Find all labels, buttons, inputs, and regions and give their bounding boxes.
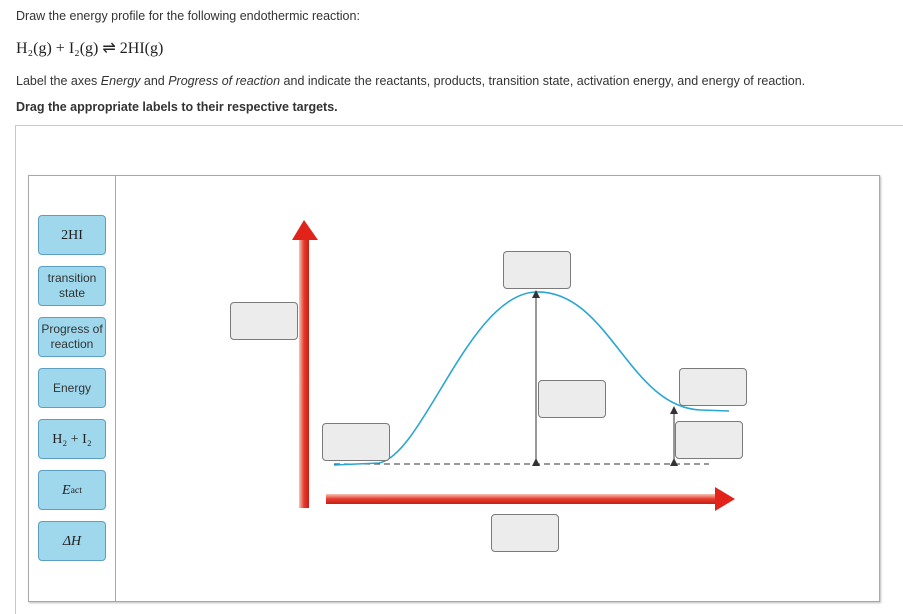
label-transition-state[interactable]: [38, 266, 106, 306]
instruction-line: Draw the energy profile for the following endothermic reaction:: [16, 9, 360, 23]
label-text: [48, 271, 97, 301]
label-reactants[interactable]: H₂ + I₂: [38, 419, 106, 459]
reaction-equation: H₂(g) + I₂(g) ⇌ 2HI(g): [16, 40, 164, 57]
drop-target-progress-axis[interactable]: [491, 514, 559, 552]
label-line: Progress of: [41, 322, 103, 336]
instruction-text-c: and indicate the reactants, products, transition state, activation energy, and energy of reaction.: [280, 74, 806, 88]
label-text: [41, 322, 102, 352]
drop-target-delta-h[interactable]: [675, 421, 743, 459]
drop-target-reactants[interactable]: [322, 423, 390, 461]
progress-axis-shaft: [326, 494, 716, 504]
label-activation-energy[interactable]: [38, 470, 106, 510]
instruction-text-a: Label the axes: [16, 74, 101, 88]
instruction-text-b: and: [140, 74, 169, 88]
instruction-progress: Progress of reaction: [168, 74, 281, 88]
label-bank: [29, 176, 116, 601]
drop-target-energy-axis[interactable]: [230, 302, 298, 340]
progress-axis-arrowhead: [715, 487, 735, 511]
energy-diagram: [29, 176, 879, 601]
drag-drop-workspace: [28, 175, 880, 602]
drop-target-transition-state[interactable]: [503, 251, 571, 289]
label-energy[interactable]: Energy: [38, 368, 106, 408]
drop-target-activation-energy[interactable]: [538, 380, 606, 418]
instruction-detail: [16, 74, 805, 88]
energy-profile-curve: [334, 292, 729, 465]
label-progress-of-reaction[interactable]: [38, 317, 106, 357]
label-delta-h[interactable]: [38, 521, 106, 561]
drag-instruction: Drag the appropriate labels to their respective targets.: [16, 100, 338, 114]
energy-axis-arrowhead: [292, 220, 318, 240]
label-eact-sub: act: [70, 484, 82, 496]
label-delta-h-text: ΔH: [62, 533, 82, 549]
label-2hi[interactable]: 2HI: [38, 215, 106, 255]
instruction-energy: Energy: [100, 74, 141, 88]
label-line: transition: [47, 271, 97, 285]
label-line: reaction: [50, 337, 94, 351]
energy-axis-shaft: [299, 236, 309, 508]
label-line: state: [58, 286, 85, 300]
label-eact-main: E: [62, 482, 71, 498]
drop-target-products[interactable]: [679, 368, 747, 406]
